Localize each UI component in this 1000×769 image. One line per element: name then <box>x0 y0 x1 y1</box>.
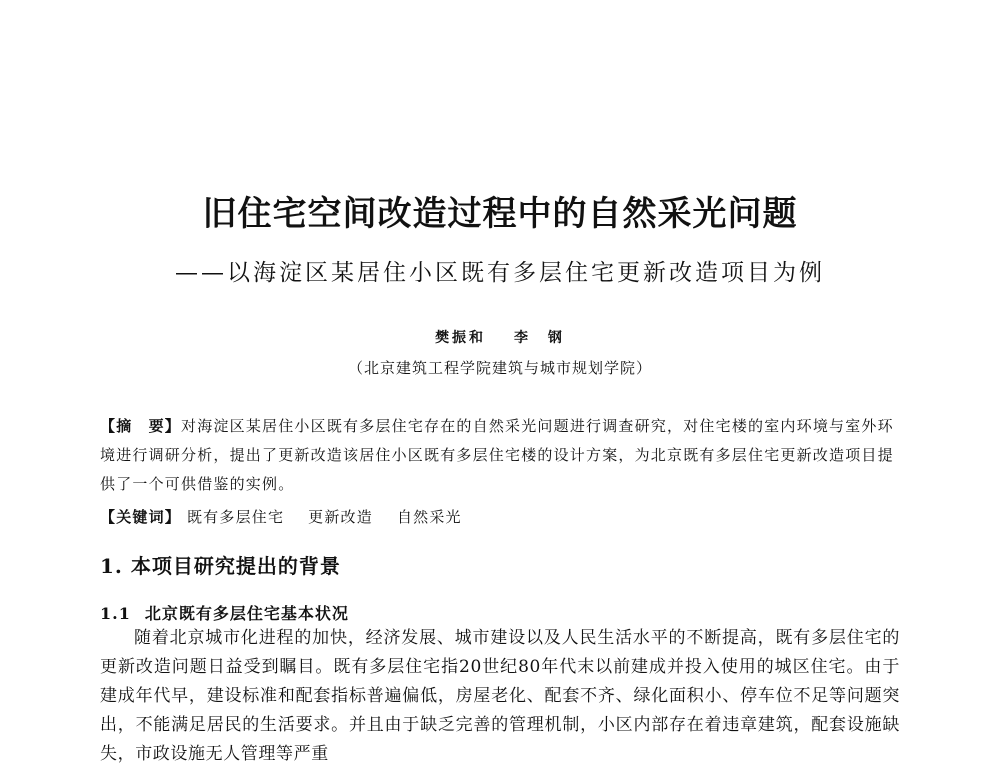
keywords-label: 【关键词】 <box>100 508 182 526</box>
subsection-number: 1.1 <box>100 604 131 623</box>
subsection-heading <box>100 601 349 624</box>
author-affiliation: （北京建筑工程学院建筑与城市规划学院） <box>347 359 652 377</box>
keywords <box>100 506 896 527</box>
keyword: 既有多层住宅 <box>186 508 285 526</box>
author-list <box>0 327 1000 347</box>
keyword: 更新改造 <box>308 508 373 526</box>
keyword: 自然采光 <box>396 508 462 526</box>
abstract-label: 【摘 要】 <box>100 417 182 435</box>
author-name: 李 钢 <box>513 330 565 346</box>
subsection-title: 北京既有多层住宅基本状况 <box>144 604 349 623</box>
abstract <box>100 412 896 499</box>
body-paragraph: 随着北京城市化进程的加快，经济发展、城市建设以及人民生活水平的不断提高，既有多层住宅的更新改造问题日益受到瞩目。既有多层住宅指20世纪80年代末以前建成并投入使用的城区住宅。由于建成年代早，建设标准和配套指标普遍偏低，房屋老化、配套不齐、绿化面积小、停车位不足等问题突出，不能满足居民的生活要求。并且由于缺乏完善的管理机制，小区内部存在着违章建筑，配套设施缺失，市政设施无人管理等严重 <box>100 628 900 764</box>
section-heading: 1. 本项目研究提出的背景 <box>100 554 341 578</box>
paper-title: 旧住宅空间改造过程中的自然采光问题 <box>202 194 798 234</box>
abstract-text: 对海淀区某居住小区既有多层住宅存在的自然采光问题进行调查研究，对住宅楼的室内环境与室外环境进行调研分析，提出了更新改造该居住小区既有多层住宅楼的设计方案，为北京既有多层住宅更新改造项目提供了一个可供借鉴的实例。 <box>100 417 894 493</box>
paper-subtitle: ——以海淀区某居住小区既有多层住宅更新改造项目为例 <box>175 260 825 286</box>
author-name: 樊振和 <box>435 330 487 346</box>
